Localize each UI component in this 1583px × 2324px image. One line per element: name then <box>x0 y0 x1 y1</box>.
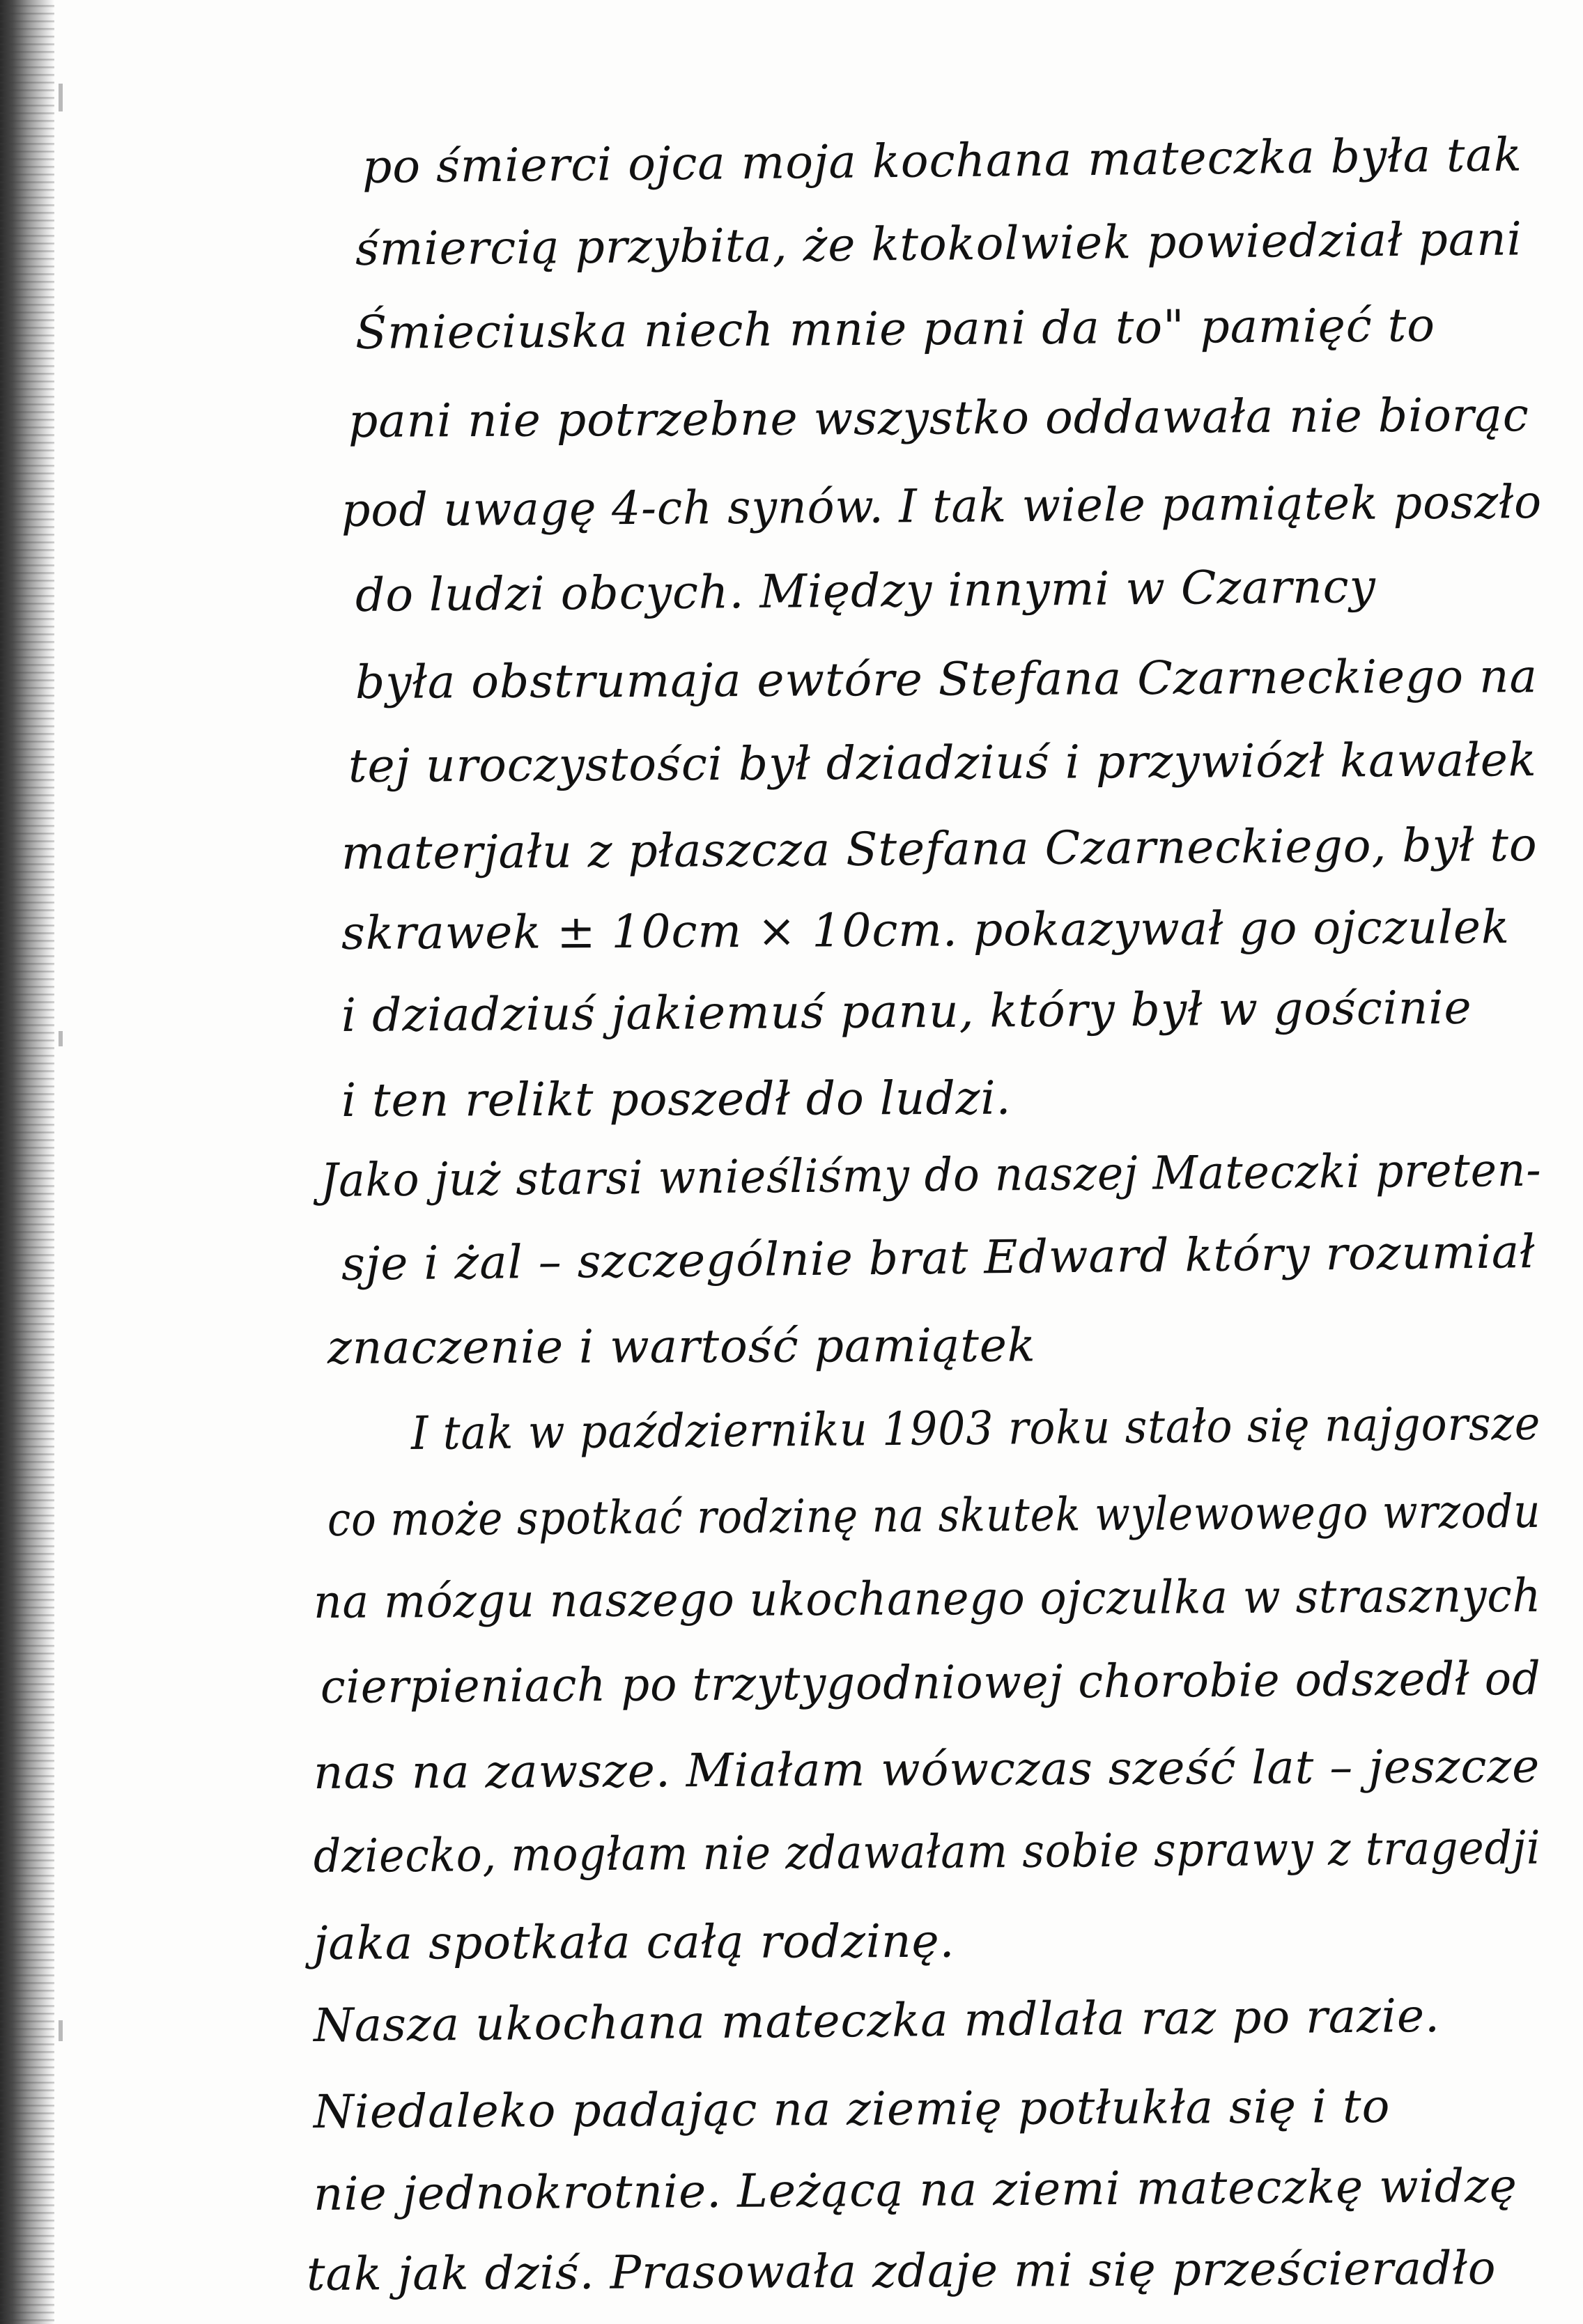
handwritten-line: dziecko, mogłam nie zdawałam sobie sprawy z tragedji <box>313 1820 1541 1883</box>
handwritten-line: nas na zawsze. Miałam wówczas sześć lat – jeszcze <box>313 1739 1540 1799</box>
handwritten-line: pani nie potrzebne wszystko oddawała nie biorąc <box>348 388 1529 448</box>
handwritten-line: sje i żal – szczególnie brat Edward który rozumiał <box>341 1225 1536 1291</box>
handwritten-line: Niedaleko padając na ziemię potłukła się i to <box>313 2079 1391 2139</box>
handwritten-line: Śmieciuska niech mnie pani da to" pamięć to <box>355 298 1436 359</box>
handwritten-line: materjału z płaszcza Stefana Czarneckiego, był to <box>341 818 1538 880</box>
handwritten-line: i ten relikt poszedł do ludzi. <box>341 1071 1012 1127</box>
handwritten-line: co może spotkać rodzinę na skutek wylewowego wrzodu <box>327 1484 1541 1547</box>
handwritten-line: Nasza ukochana mateczka mdlała raz po razie. <box>313 1988 1441 2052</box>
handwritten-line: nie jednokrotnie. Leżącą na ziemi mateczkę widzę <box>313 2158 1518 2221</box>
handwritten-line: cierpieniach po trzytygodniowej chorobie odszedł od <box>320 1651 1541 1714</box>
handwritten-line: tej uroczystości był dziadziuś i przywiózł kawałek <box>348 733 1538 793</box>
handwritten-line: śmiercią przybita, że ktokolwiek powiedział pani <box>355 212 1523 276</box>
handwritten-line: znaczenie i wartość pamiątek <box>327 1318 1036 1374</box>
handwritten-line: I tak w październiku 1903 roku stało się najgorsze <box>410 1396 1541 1460</box>
handwritten-line: na mózgu naszego ukochanego ojczulka w strasznych <box>313 1568 1542 1629</box>
handwritten-line: po śmierci ojca moja kochana mateczka była tak <box>362 127 1523 194</box>
handwritten-line: Jako już starsi wnieśliśmy do naszej Mateczki preten- <box>320 1142 1542 1207</box>
handwritten-line: skrawek ± 10cm × 10cm. pokazywał go ojczulek <box>341 900 1511 960</box>
handwritten-line: jaka spotkała całą rodzinę. <box>313 1914 955 1970</box>
handwritten-line: do ludzi obcych. Między innymi w Czarncy <box>355 559 1377 622</box>
handwritten-line: pod uwagę 4-ch synów. I tak wiele pamiątek poszło <box>341 474 1543 537</box>
handwritten-line: była obstrumaja ewtóre Stefana Czarneckiego na <box>355 649 1538 709</box>
handwritten-line: i dziadziuś jakiemuś panu, który był w gościnie <box>341 980 1472 1042</box>
handwritten-line: tak jak dziś. Prasowała zdaje mi się prześcieradło <box>306 2241 1497 2301</box>
